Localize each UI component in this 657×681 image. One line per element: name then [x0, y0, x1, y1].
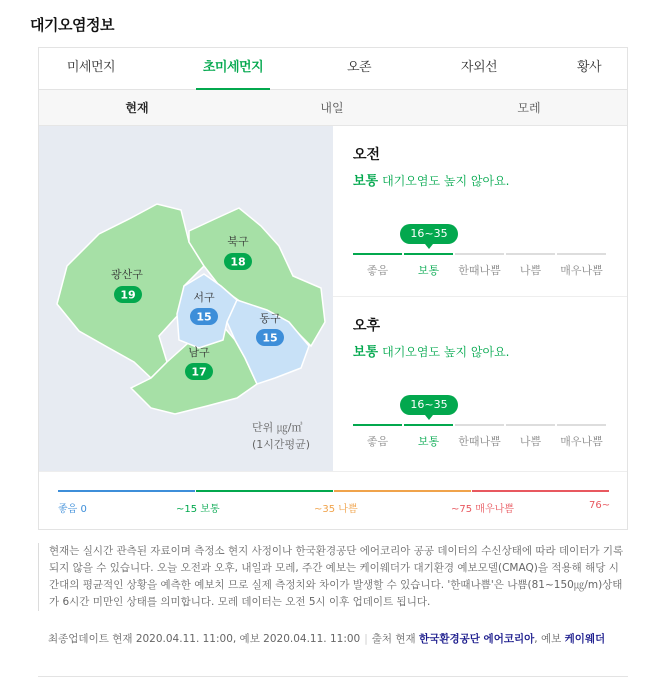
- region-value-gwangsan: 19: [120, 288, 136, 302]
- region-name-buk: 북구: [227, 235, 249, 248]
- region-name-dong: 동구: [259, 312, 281, 325]
- pm-level-bad: 나쁨: [519, 435, 542, 448]
- subtab-today[interactable]: 현재: [125, 101, 149, 115]
- region-value-nam: 17: [191, 365, 207, 379]
- am-seg-briefly-bad: [455, 253, 504, 255]
- data-notice: 현재는 실시간 관측된 자료이며 측정소 현지 사정이나 한국환경공단 에어코리아 공공 데이터의 수신상태에 따라 데이터가 기록되지 않을 수 있습니다. 오늘 오전과 오후, 내일과 모레, 주간 예보는 케이웨더가 대기환경 예보모델(CMAQ)을 적용해 해당 시간대의 평균적인 상황을 예측한 예보치 므로 실제 측정치와 차이가 발생할 수 있습니다. '한때나쁨'은 나쁨(81~150㎍/m)상태가 6시간 미만인 상태를 의미합니다. 모레 데이터는 오전 5시 이후 업데이트 됩니다.: [38, 543, 628, 611]
- am-level-normal: 보통: [417, 264, 440, 277]
- am-seg-normal: [404, 253, 453, 255]
- am-level-bad: 나쁨: [519, 264, 542, 277]
- legend-bad: ~35 나쁨: [314, 504, 358, 515]
- air-quality-panel: [38, 47, 628, 530]
- unit-label: 단위 ㎍/㎥: [252, 421, 303, 434]
- forecast-pm-title: 오후: [353, 318, 381, 334]
- legend-bar-good: [58, 490, 195, 492]
- pm-level-good: 좋음: [366, 435, 389, 448]
- subtab-day-after[interactable]: 모레: [517, 101, 541, 115]
- source-label: 출처 현재: [371, 633, 416, 645]
- region-value-seo: 15: [196, 310, 212, 324]
- region-name-nam: 남구: [188, 346, 210, 359]
- am-seg-bad: [506, 253, 555, 255]
- source-kweather-link[interactable]: 케이웨더: [564, 633, 606, 645]
- forecast-pm-message: 대기오염도 높지 않아요.: [382, 345, 510, 359]
- region-name-seo: 서구: [193, 291, 215, 304]
- day-tabs: [39, 90, 627, 126]
- forecast-pm: [333, 296, 627, 466]
- forecast-panel: [333, 126, 627, 471]
- pm-seg-briefly-bad: [455, 424, 504, 426]
- legend-max: 76~: [589, 500, 611, 511]
- pm-level-normal: 보통: [417, 435, 440, 448]
- update-info: [48, 631, 618, 648]
- legend-bar-very-bad: [472, 490, 609, 492]
- am-level-good: 좋음: [366, 264, 389, 277]
- region-value-buk: 18: [230, 255, 246, 269]
- unit-average: (1시간평균): [252, 438, 311, 451]
- source-airkorea-link[interactable]: 한국환경공단 에어코리아: [419, 633, 535, 645]
- tab-ultrafine-dust[interactable]: 초미세먼지: [196, 48, 270, 90]
- legend-good: 좋음 0: [58, 504, 87, 515]
- am-seg-very-bad: [557, 253, 606, 255]
- pm-level-briefly-bad: 한때나쁨: [458, 435, 501, 448]
- am-level-briefly-bad: 한때나쁨: [458, 264, 501, 277]
- forecast-am-message: 대기오염도 높지 않아요.: [382, 174, 510, 188]
- tab-ozone[interactable]: 오존: [346, 60, 372, 75]
- tab-yellow-dust[interactable]: 황사: [576, 60, 602, 75]
- update-time: 최종업데이트 현재 2020.04.11. 11:00, 예보 2020.04.11. 11:00: [48, 633, 361, 645]
- bottom-divider: [38, 676, 628, 677]
- district-map: [39, 126, 333, 471]
- am-seg-good: [353, 253, 402, 255]
- concentration-legend: [39, 471, 627, 529]
- tab-uv[interactable]: 자외선: [460, 60, 498, 75]
- forecast-pm-scale: [353, 424, 608, 454]
- region-name-gwangsan: 광산구: [111, 268, 143, 281]
- forecast-am: [333, 126, 627, 296]
- am-level-very-bad: 매우나쁨: [560, 264, 603, 277]
- pm-level-very-bad: 매우나쁨: [560, 435, 603, 448]
- tab-fine-dust[interactable]: 미세먼지: [66, 60, 116, 75]
- region-value-dong: 15: [262, 331, 278, 345]
- forecast-am-status-line: [353, 170, 510, 189]
- forecast-am-range: 16~35: [400, 224, 458, 244]
- forecast-am-status: 보통: [353, 174, 379, 189]
- subtab-tomorrow[interactable]: 내일: [320, 101, 344, 115]
- forecast-pm-range: 16~35: [400, 395, 458, 415]
- forecast-am-title: 오전: [353, 147, 381, 163]
- pm-seg-good: [353, 424, 402, 426]
- pm-seg-bad: [506, 424, 555, 426]
- unit-note: [252, 419, 310, 453]
- forecast-pm-status: 보통: [353, 345, 379, 360]
- page-title: 대기오염정보: [30, 16, 114, 34]
- legend-normal: ~15 보통: [176, 504, 220, 515]
- forecast-am-scale: [353, 253, 608, 283]
- legend-bar-bad: [334, 490, 471, 492]
- pollutant-tabs: [39, 48, 627, 90]
- separator: |: [364, 633, 368, 645]
- legend-very-bad: ~75 매우나쁨: [451, 504, 514, 515]
- forecast-pm-status-line: [353, 341, 510, 360]
- pm-seg-very-bad: [557, 424, 606, 426]
- legend-bar-normal: [196, 490, 333, 492]
- source-mid: , 예보: [534, 633, 562, 645]
- pm-seg-normal: [404, 424, 453, 426]
